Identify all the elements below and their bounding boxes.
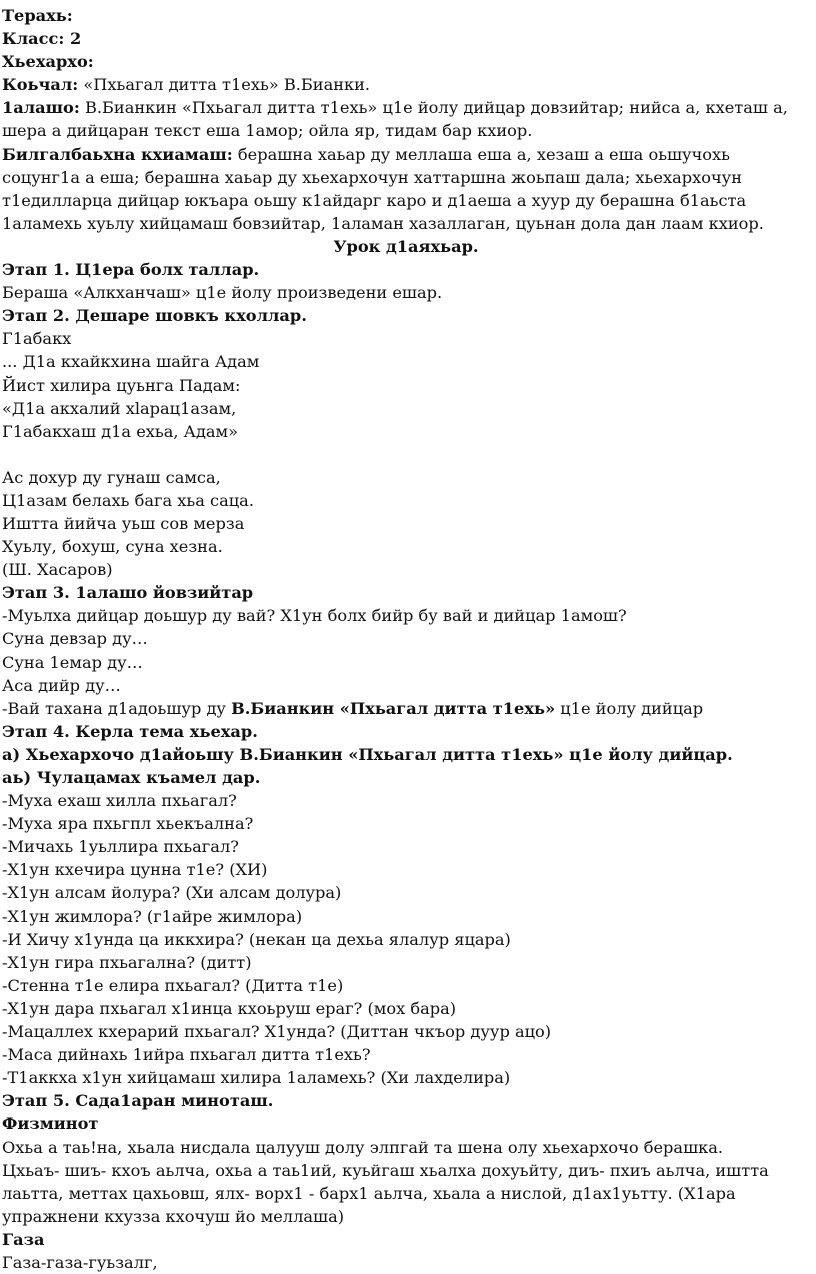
stage3-line: Аса дийр ду… [2,675,121,695]
question-line: -Стенна т1е елира пхьагал? (Дитта т1е) [2,975,344,995]
teacher-label: Хьехархо: [2,52,94,72]
poem-line: «Д1а акхалий хlарац1азам, [2,398,237,418]
date-label: Терахь: [2,6,73,25]
expected-label: Билгалбаьхна кхиамаш: [2,144,233,164]
goal-value: В.Бианкин «Пхьагал дитта т1ехь» ц1е йолу дийцар довзийтар; нийса а, кхеташ а, шера а дийцаран текст еша 1амор; ойла яр, тидам бар кхиор. [2,98,788,141]
question-line: -Х1ун жимлора? (г1айре жимлора) [2,906,303,926]
expected-results-paragraph [2,143,810,235]
stage3-line: Суна девзар ду… [2,629,148,649]
stage2-title: Этап 2. Дешаре шовкъ кхоллар. [2,306,307,326]
question-line: -Муха яра пхьгпл хьекъална? [2,814,254,834]
stage4-sub-a: а) Хьехархочо д1айоьшу В.Бианкин «Пхьагал дитта т1ехь» ц1е йолу дийцар. [2,744,733,764]
stage5-paragraph: Цхьаъ- шиъ- кхоъ аьлча, охьа а таь1ий, куьйгаш хьалха дохуьйту, диъ- пхиъ аьлча, иштта лаьтта, меттах цахьовш, ялх- ворх1 - барх1 аьлча, хьала а нислой, д1ах1уьтту. (Х1ара упражнени кхузза кхочуш йо меллаша) [2,1160,769,1226]
stage4-title: Этап 4. Керла тема хьехар. [2,721,258,741]
question-line: -Мичахь 1уьллира пхьагал? [2,837,239,857]
stage3-line: Суна 1емар ду… [2,652,143,672]
lesson-title: Урок д1аяхьар. [333,236,479,256]
stage3-last-suffix: ц1е йолу дийцар [555,698,704,718]
stage3-last-line [2,697,810,720]
question-line: -Маса дийнахь 1ийра пхьагал дитта т1ехь? [2,1045,371,1065]
gaza-line: Газа-газа-гуьзалг, [2,1252,158,1272]
question-line: -Х1ун дара пхьагал х1инца кхоьруш ераг? (мох бара) [2,998,457,1018]
poem-line: Хуьлу, бохуш, суна хезна. [2,537,223,557]
expected-value: берашна хаьар ду меллаша еша а, хезаш а еша оьшучохь соцунг1а а еша; берашна хаьар ду хьехархочун хаттаршна жоьпаш дала; хьехархочун т1едилларца дийцар юкъара оьшу к1айдарг каро и д1аеша а хуур ду берашна б1аьста 1аламехь хуьлу хийцамаш бовзийтар, 1аламан хазаллаган, цуьнан дола дан лаам кхиор. [2,144,764,233]
topic-line [2,73,810,96]
poem-line: Йист хилира цуьнга Падам: [2,375,241,395]
stage4-sub-b: аь) Чулацамах къамел дар. [2,768,261,787]
stage3-line: -Муьлха дийцар доьшур ду вай? Х1ун болх бийр бу вай и дийцар 1амош? [2,606,627,626]
question-line: -Х1ун алсам йолура? (Хи алсам долура) [2,883,342,903]
goal-paragraph [2,96,810,142]
gaza-label: Газа [2,1229,45,1249]
question-line: -И Хичу х1унда ца иккхира? (некан ца дехьа ялалур яцара) [2,929,511,949]
stage3-title: Этап 3. 1алашо йовзийтар [2,583,254,603]
poem-line: Ц1азам белахь бага хьа саца. [2,490,254,510]
stage3-last-bold: В.Бианкин «Пхьагал дитта т1ехь» [231,698,556,718]
fizminot-label: Физминот [2,1114,99,1134]
stanza-gap [2,443,810,466]
question-line: -Х1ун гира пхьагална? (дитт) [2,952,252,972]
poem-line: Ас дохур ду гунаш самса, [2,467,221,487]
topic-value: «Пхьагал дитта т1ехь» В.Бианки. [78,75,371,95]
poem-line: Иштта йийча уьш сов мерза [2,513,245,533]
poem-line: ... Д1а кхайкхина шайга Адам [2,352,260,372]
poem-author: (Ш. Хасаров) [2,560,113,580]
topic-label: Коьчал: [2,75,79,95]
stage5-paragraph: Охьа а таь!на, хьала нисдала цалууш долу элпгай та шена олу хьехархочо берашка. [2,1137,724,1157]
stage1-title: Этап 1. Ц1ера болх таллар. [2,260,260,280]
stage3-last-prefix: -Вай тахана д1адоьшур ду [2,698,232,718]
question-line: -Т1аккха х1ун хийцамаш хилира 1аламехь? (Хи лахделира) [2,1068,511,1088]
poem-line: Г1абакхаш д1а ехьа, Адам» [2,421,239,441]
stage5-title: Этап 5. Сада1аран миноташ. [2,1091,274,1111]
stage1-text: Бераша «Алкханчаш» ц1е йолу произведени ешар. [2,283,443,303]
poem-line: Г1абакх [2,329,72,349]
question-line: -Мацаллех кхерарий пхьагал? Х1унда? (Диттан чкъор дуур ацо) [2,1022,552,1042]
goal-label: 1алашо: [2,98,80,118]
question-line: -Муха ехаш хилла пхьагал? [2,791,237,811]
class-label: Класс: 2 [2,29,82,49]
question-line: -Х1ун кхечира цунна т1е? (ХИ) [2,860,268,880]
